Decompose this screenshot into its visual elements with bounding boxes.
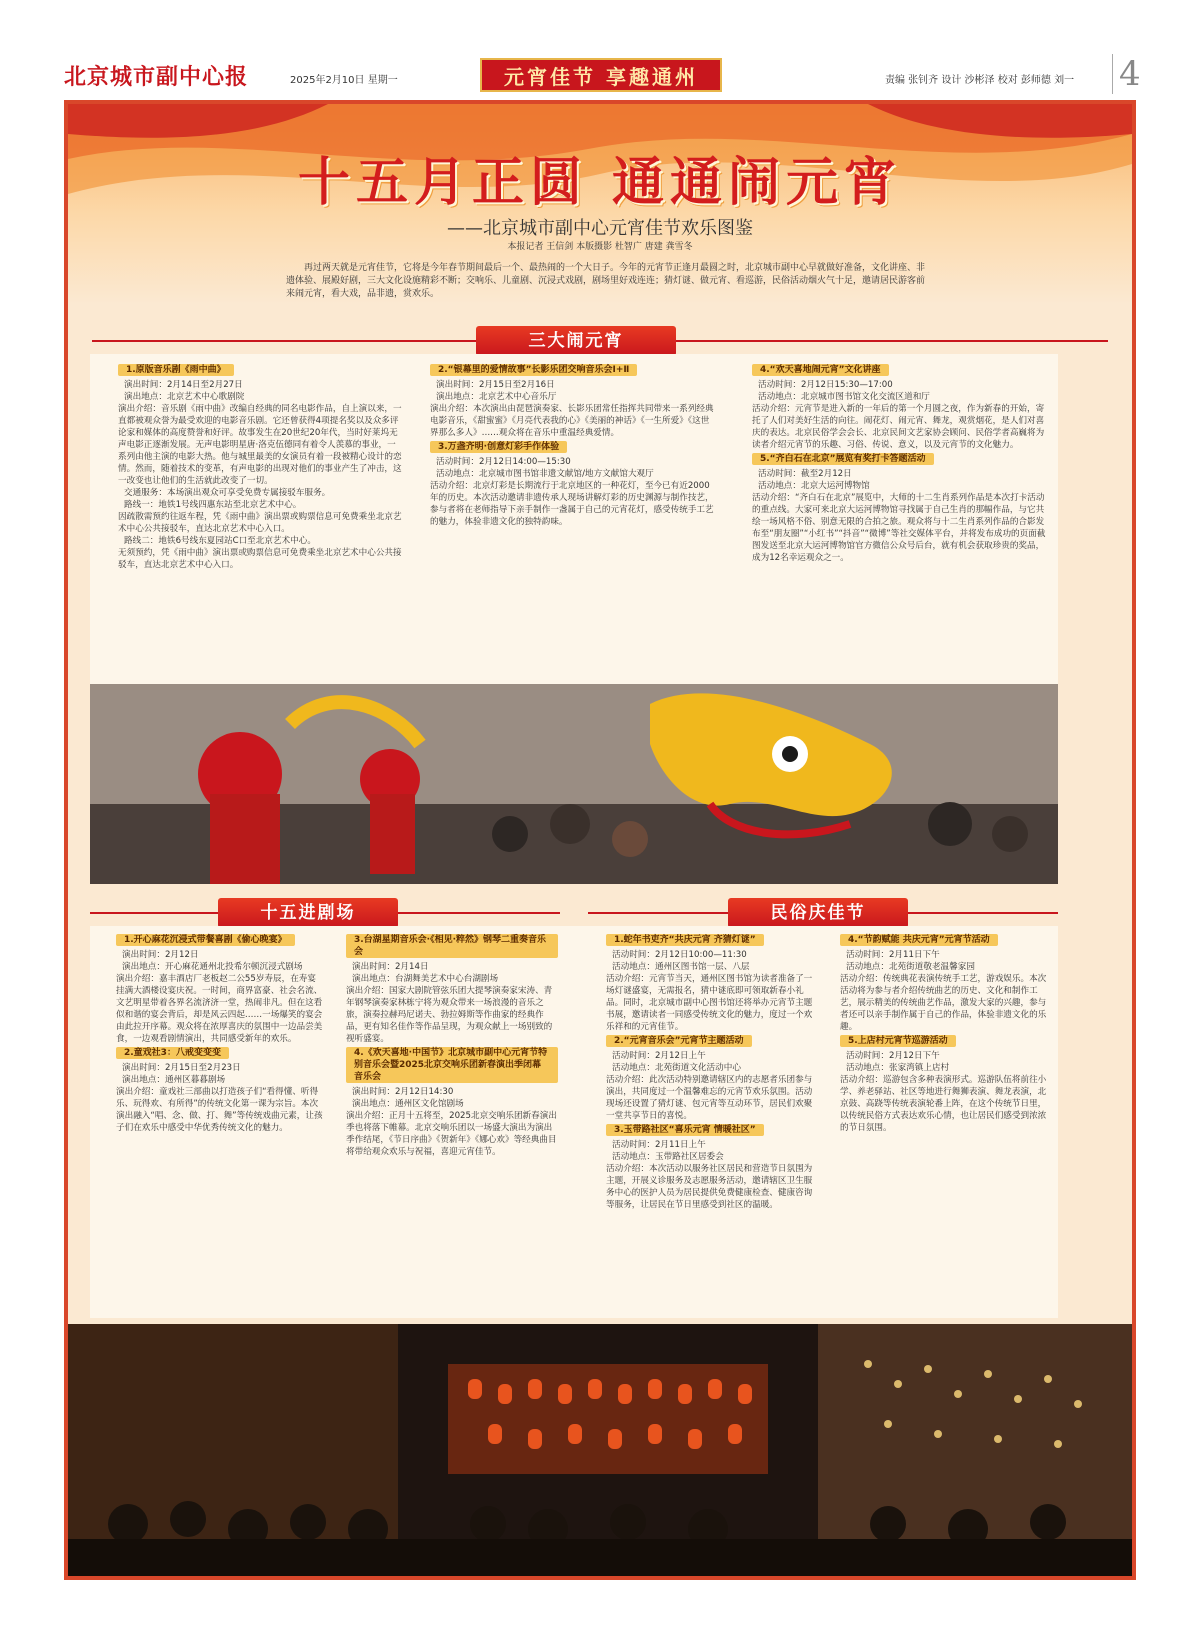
item-time: 活动时间：2月12日上午 bbox=[612, 1051, 706, 1061]
item-place: 演出地点：开心麻花通州北投希尔顿沉浸式剧场 bbox=[122, 962, 303, 972]
item-description: 活动介绍：传统典花表演传统手工艺，游戏娱乐。本次活动将为参与者介绍传统曲艺的历史、文化和制作工艺，展示精美的传统曲艺作品，激发大家的兴趣，参与者还可以亲手制作属于自己的作品，体验非遗文化的乐趣。 bbox=[840, 974, 1047, 1032]
item-place: 活动地点：北京城市图书馆文化交流区道和厅 bbox=[758, 392, 930, 402]
item-time: 活动时间：2月12日14:00—15:30 bbox=[436, 457, 571, 467]
route-two-desc: 无须预约，凭《雨中曲》演出票或购票信息可免费乘坐北京艺术中心公共接驳车，直达北京艺术中心入口。 bbox=[118, 548, 402, 570]
section1-column-2 bbox=[414, 362, 714, 692]
item-description: 活动介绍：北京灯彩是长期流行于北京地区的一种花灯，至今已有近2000年的历史。本次活动邀请非遗传承人现场讲解灯彩的历史渊源与制作技艺，参与者将在老师指导下亲手制作一盏属于自己的元宵花灯，感受传统手工艺的魅力，体验非遗文化的独特韵味。 bbox=[430, 481, 714, 527]
item-description: 演出介绍：本次演出由琵琶演奏家、长影乐团常任指挥共同带来一系列经典电影音乐，《甜蜜蜜》《月亮代表我的心》《美丽的神话》《一生所爱》《这世界那么多人》……观众将在音乐中重温经典爱情。 bbox=[430, 404, 714, 438]
item-description: 活动介绍：此次活动特别邀请辖区内的志愿者乐团参与演出，共同度过一个温馨难忘的元宵节欢乐氛围。活动现场还设置了猜灯谜、包元宵等互动环节，居民们欢聚一堂共享节日的喜悦。 bbox=[606, 1075, 813, 1121]
item-title: 3.玉带路社区“喜乐元宵 情暖社区” bbox=[606, 1124, 764, 1136]
item-place: 演出地点：台湖舞美艺术中心台湖剧场 bbox=[352, 974, 499, 984]
byline: 本报记者 王信剑 本版摄影 杜智广 唐建 龚雪冬 bbox=[507, 242, 693, 252]
route-one-desc: 因疏散需预约往返车程，凭《雨中曲》演出票或购票信息可免费乘坐北京艺术中心公共接驳车，直达北京艺术中心入口。 bbox=[118, 512, 402, 534]
item-time: 活动时间：2月11日上午 bbox=[612, 1140, 706, 1150]
item-place: 活动地点：张家湾镇上店村 bbox=[846, 1063, 950, 1073]
item-place: 活动地点：北苑街道敬老温馨家园 bbox=[846, 962, 975, 972]
item-time: 活动时间：截至2月12日 bbox=[758, 469, 852, 479]
item-place: 演出地点：通州区暮暮剧场 bbox=[122, 1075, 226, 1085]
item-place: 活动地点：北京城市图书馆非遗文献馆/地方文献馆大观厅 bbox=[436, 469, 654, 479]
intro-paragraph: 再过两天就是元宵佳节，它将是今年春节期间最后一个、最热闹的一个大日子。今年的元宵节正逢月最圆之时，北京城市副中心早就做好准备，文化讲座、非遗体验、展殿好剧，三大文化设施精彩不断；交响乐、儿童剧、沉浸式戏剧，剧场里好戏连连；猜灯谜、做元宵、看巡游，民俗活动烟火气十足，邀请居民游客前来闹元宵，看大戏，品非遗，赏欢乐。 bbox=[286, 263, 926, 299]
dragon-dance-illustration bbox=[90, 684, 1058, 884]
item-description: 演出介绍：国家大剧院管弦乐团大提琴演奏家宋涛、青年钢琴演奏家林栋宁将为观众带来一场浪漫的音乐之旅，演奏拉赫玛尼诺夫、勃拉姆斯等作曲家的经典作品，更有知名佳作等作品呈现，为观众献上一场别致的视听盛宴。 bbox=[346, 986, 553, 1044]
item-description: 活动介绍：元宵节当天，通州区图书馆为读者准备了一场灯谜盛宴，无需报名，猜中谜底即可领取新春小礼品。同时，北京城市副中心图书馆还将举办元宵节主题书展，邀请读者一同感受传统文化的魅力，度过一个欢乐祥和的元宵佳节。 bbox=[606, 974, 813, 1032]
dragon-dance-photo bbox=[90, 684, 1058, 884]
item-title: 3.台湖星期音乐会·《相见·粹然》钢琴二重奏音乐会 bbox=[346, 934, 558, 958]
item-title: 4.“节韵赋能 共庆元宵”元宵节活动 bbox=[840, 934, 998, 946]
item-time: 活动时间：2月12日下午 bbox=[846, 1051, 940, 1061]
page-slogan-banner: 元宵佳节 享趣通州 bbox=[480, 58, 722, 92]
item-description: 演出介绍：正月十五将至，2025北京交响乐团新春演出季也将落下帷幕。北京交响乐团以一场盛大演出为演出季作结尾，《节日序曲》《贺新年》《娜心欢》等经典曲目将带给观众欢乐与祝福，喜迎元宵佳节。 bbox=[346, 1111, 557, 1157]
page-number: 4 bbox=[1112, 54, 1141, 94]
item-title: 5.上店村元宵节巡游活动 bbox=[840, 1035, 956, 1047]
issue-date: 2025年2月10日 星期一 bbox=[290, 75, 398, 86]
item-description: 演出介绍：童戏社三部曲以打造孩子们“看得懂、听得乐、玩得欢、有所得”的传统文化第一课为宗旨。本次演出融入“唱、念、做、打、舞”等传统戏曲元素，让孩子们在欢乐中感受中华优秀传统文化的魅力。 bbox=[116, 1087, 323, 1133]
item-time: 演出时间：2月12日 bbox=[122, 950, 199, 960]
item-title: 4.“欢天喜地闹元宵”文化讲座 bbox=[752, 364, 889, 376]
item-place: 演出地点：北京艺术中心歌剧院 bbox=[124, 392, 245, 402]
editor-credits: 责编 张钊齐 设计 沙彬泽 校对 彭师德 刘一 bbox=[885, 75, 1075, 86]
item-description: 活动介绍：本次活动以服务社区居民和营造节日氛围为主题，开展义诊服务及志愿服务活动，邀请辖区卫生服务中心的医护人员为居民提供免费健康检查、健康咨询等服务，让居民在节日里感受到社区的温暖。 bbox=[606, 1164, 813, 1210]
newspaper-name: 北京城市副中心报 bbox=[64, 64, 249, 90]
item-time: 活动时间：2月12日15:30—17:00 bbox=[758, 380, 893, 390]
section-banner-minsuqingjiajie: 民俗庆佳节 bbox=[728, 898, 908, 928]
item-place: 活动地点：北京大运河博物馆 bbox=[758, 481, 870, 491]
item-title: 1.蛇年书吏齐“共庆元宵 齐猜灯谜” bbox=[606, 934, 764, 946]
main-headline: 十五月正圆 通通闹元宵 bbox=[297, 152, 903, 213]
item-time: 演出时间：2月14日 bbox=[352, 962, 429, 972]
item-place: 演出地点：通州区文化馆剧场 bbox=[352, 1099, 464, 1109]
item-time: 活动时间：2月12日10:00—11:30 bbox=[612, 950, 747, 960]
item-title: 2.“元宵音乐会”元宵节主题活动 bbox=[606, 1035, 752, 1047]
newspaper-header bbox=[60, 54, 1141, 94]
sub-headline: ——北京城市副中心元宵佳节欢乐图鉴 bbox=[447, 218, 753, 239]
route-two: 路线二：地铁6号线东夏园站C口至北京艺术中心。 bbox=[124, 536, 316, 546]
lantern-street-photo bbox=[68, 1324, 1132, 1576]
traffic-info: 交通服务：本场演出观众可享受免费专属接驳车服务。 bbox=[124, 488, 331, 498]
section2-column-2 bbox=[330, 932, 558, 1318]
section-banner-sandanaoyuanxiao: 三大闹元宵 bbox=[476, 326, 676, 356]
item-description: 活动介绍：元宵节是进入新的一年后的第一个月圆之夜，作为新春的开始，寄托了人们对美好生活的向往。闹花灯、闹元宵、舞龙，观赏烟花，是人们对喜庆的表达。北京民俗学会会长、北京民间文艺家协会顾问、民俗学者高巍将为读者介绍元宵节的乐趣、习俗、传说、意义，以及元宵节的文化魅力。 bbox=[752, 404, 1045, 450]
item-description: 演出介绍：嘉丰酒店厂老板赵二公55岁寿辰，在寿宴挂满大酒楼设宴庆祝。一时间，商界富豪、社会名流、文艺明星带着各界名流济济一堂，热闹非凡。但在这看似和谐的宴会背后，却是风云四起……一场爆笑的宴会由此拉开序幕。观众将在浓厚喜庆的氛围中一边品尝美食，一边观看剧情演出，共同感受新年的欢乐。 bbox=[116, 974, 323, 1044]
feature-frame bbox=[64, 100, 1136, 1580]
section2-column-1 bbox=[100, 932, 324, 1318]
item-description: 演出介绍：音乐剧《雨中曲》改编自经典的同名电影作品，自上演以来，一直都被观众誉为最受欢迎的电影音乐剧。它还曾获得4项提名奖以及众多评论家和媒体的高度赞誉和好评。故事发生在20世纪20年代，当时好莱坞无声电影正逐渐发展。无声电影明星唐·洛克伍德同有着令人羡慕的事业，一系列由他主演的电影大热。他与城里最美的女演员有着一段被精心设计的恋情。然而，随着技术的变革，有声电影的出现对他们的事业产生了冲击，这一改变也让他们的生活就此改变了一切。 bbox=[118, 404, 402, 486]
item-time: 活动时间：2月11日下午 bbox=[846, 950, 940, 960]
item-time: 演出时间：2月15日至2月23日 bbox=[122, 1063, 241, 1073]
section3-column-1 bbox=[590, 932, 818, 1318]
item-time: 演出时间：2月15日至2月16日 bbox=[436, 380, 555, 390]
item-time: 演出时间：2月12日14:30 bbox=[352, 1087, 454, 1097]
item-title: 1.开心麻花沉浸式带餐喜剧《偷心晚宴》 bbox=[116, 934, 295, 946]
item-title: 2.“银幕里的爱情故事”长影乐团交响音乐会Ⅰ+Ⅱ bbox=[430, 364, 637, 376]
item-time: 演出时间：2月14日至2月27日 bbox=[124, 380, 243, 390]
item-place: 演出地点：北京艺术中心音乐厅 bbox=[436, 392, 557, 402]
item-title: 1.原版音乐剧《雨中曲》 bbox=[118, 364, 234, 376]
item-title: 5.“齐白石在北京”展览有奖打卡答题活动 bbox=[752, 453, 934, 465]
section1-column-3 bbox=[736, 362, 1046, 692]
item-title: 3.万盏齐明·创意灯彩手作体验 bbox=[430, 441, 567, 453]
item-title: 4.《欢天喜地·中国节》北京城市副中心元宵节特别音乐会暨2025北京交响乐团新春演出季闭幕音乐会 bbox=[346, 1047, 558, 1083]
item-description: 活动介绍：巡游包含多种表演形式。巡游队伍将前往小学、养老驿站、社区等地进行舞狮表演、舞龙表演，北京鼓、高跷等传统表演轮番上阵，在这个传统节日里，以传统民俗方式表达欢乐心情，也让居民们感受到浓浓的节日氛围。 bbox=[840, 1075, 1047, 1133]
item-place: 活动地点：北苑街道文化活动中心 bbox=[612, 1063, 741, 1073]
item-place: 活动地点：玉带路社区居委会 bbox=[612, 1152, 724, 1162]
item-place: 活动地点：通州区图书馆一层、八层 bbox=[612, 962, 750, 972]
section3-column-2 bbox=[824, 932, 1050, 1318]
route-one: 路线一：地铁1号线四惠东站至北京艺术中心。 bbox=[124, 500, 302, 510]
item-title: 2.童戏社3：八戒变变变 bbox=[116, 1047, 229, 1059]
item-description: 活动介绍：“齐白石在北京”展览中，大师的十二生肖系列作品是本次打卡活动的重点线。大家可来北京大运河博物馆寻找属于自己生肖的那幅作品，与它共绘一场风格不俗、别意无限的合拍之旅。观众将与十二生肖系列作品的合影发布至“朋友圈”“小红书”“抖音”“微博”等社交媒体平台，并将发布成功的页面截图发送至北京大运河博物馆官方微信公众号后台，就有机会获取珍贵的奖品，成为12名幸运观众之一。 bbox=[752, 493, 1046, 563]
section-banner-shiwujinjuchang: 十五进剧场 bbox=[218, 898, 398, 928]
lantern-street-illustration bbox=[68, 1324, 1132, 1576]
section1-column-1 bbox=[102, 362, 402, 692]
